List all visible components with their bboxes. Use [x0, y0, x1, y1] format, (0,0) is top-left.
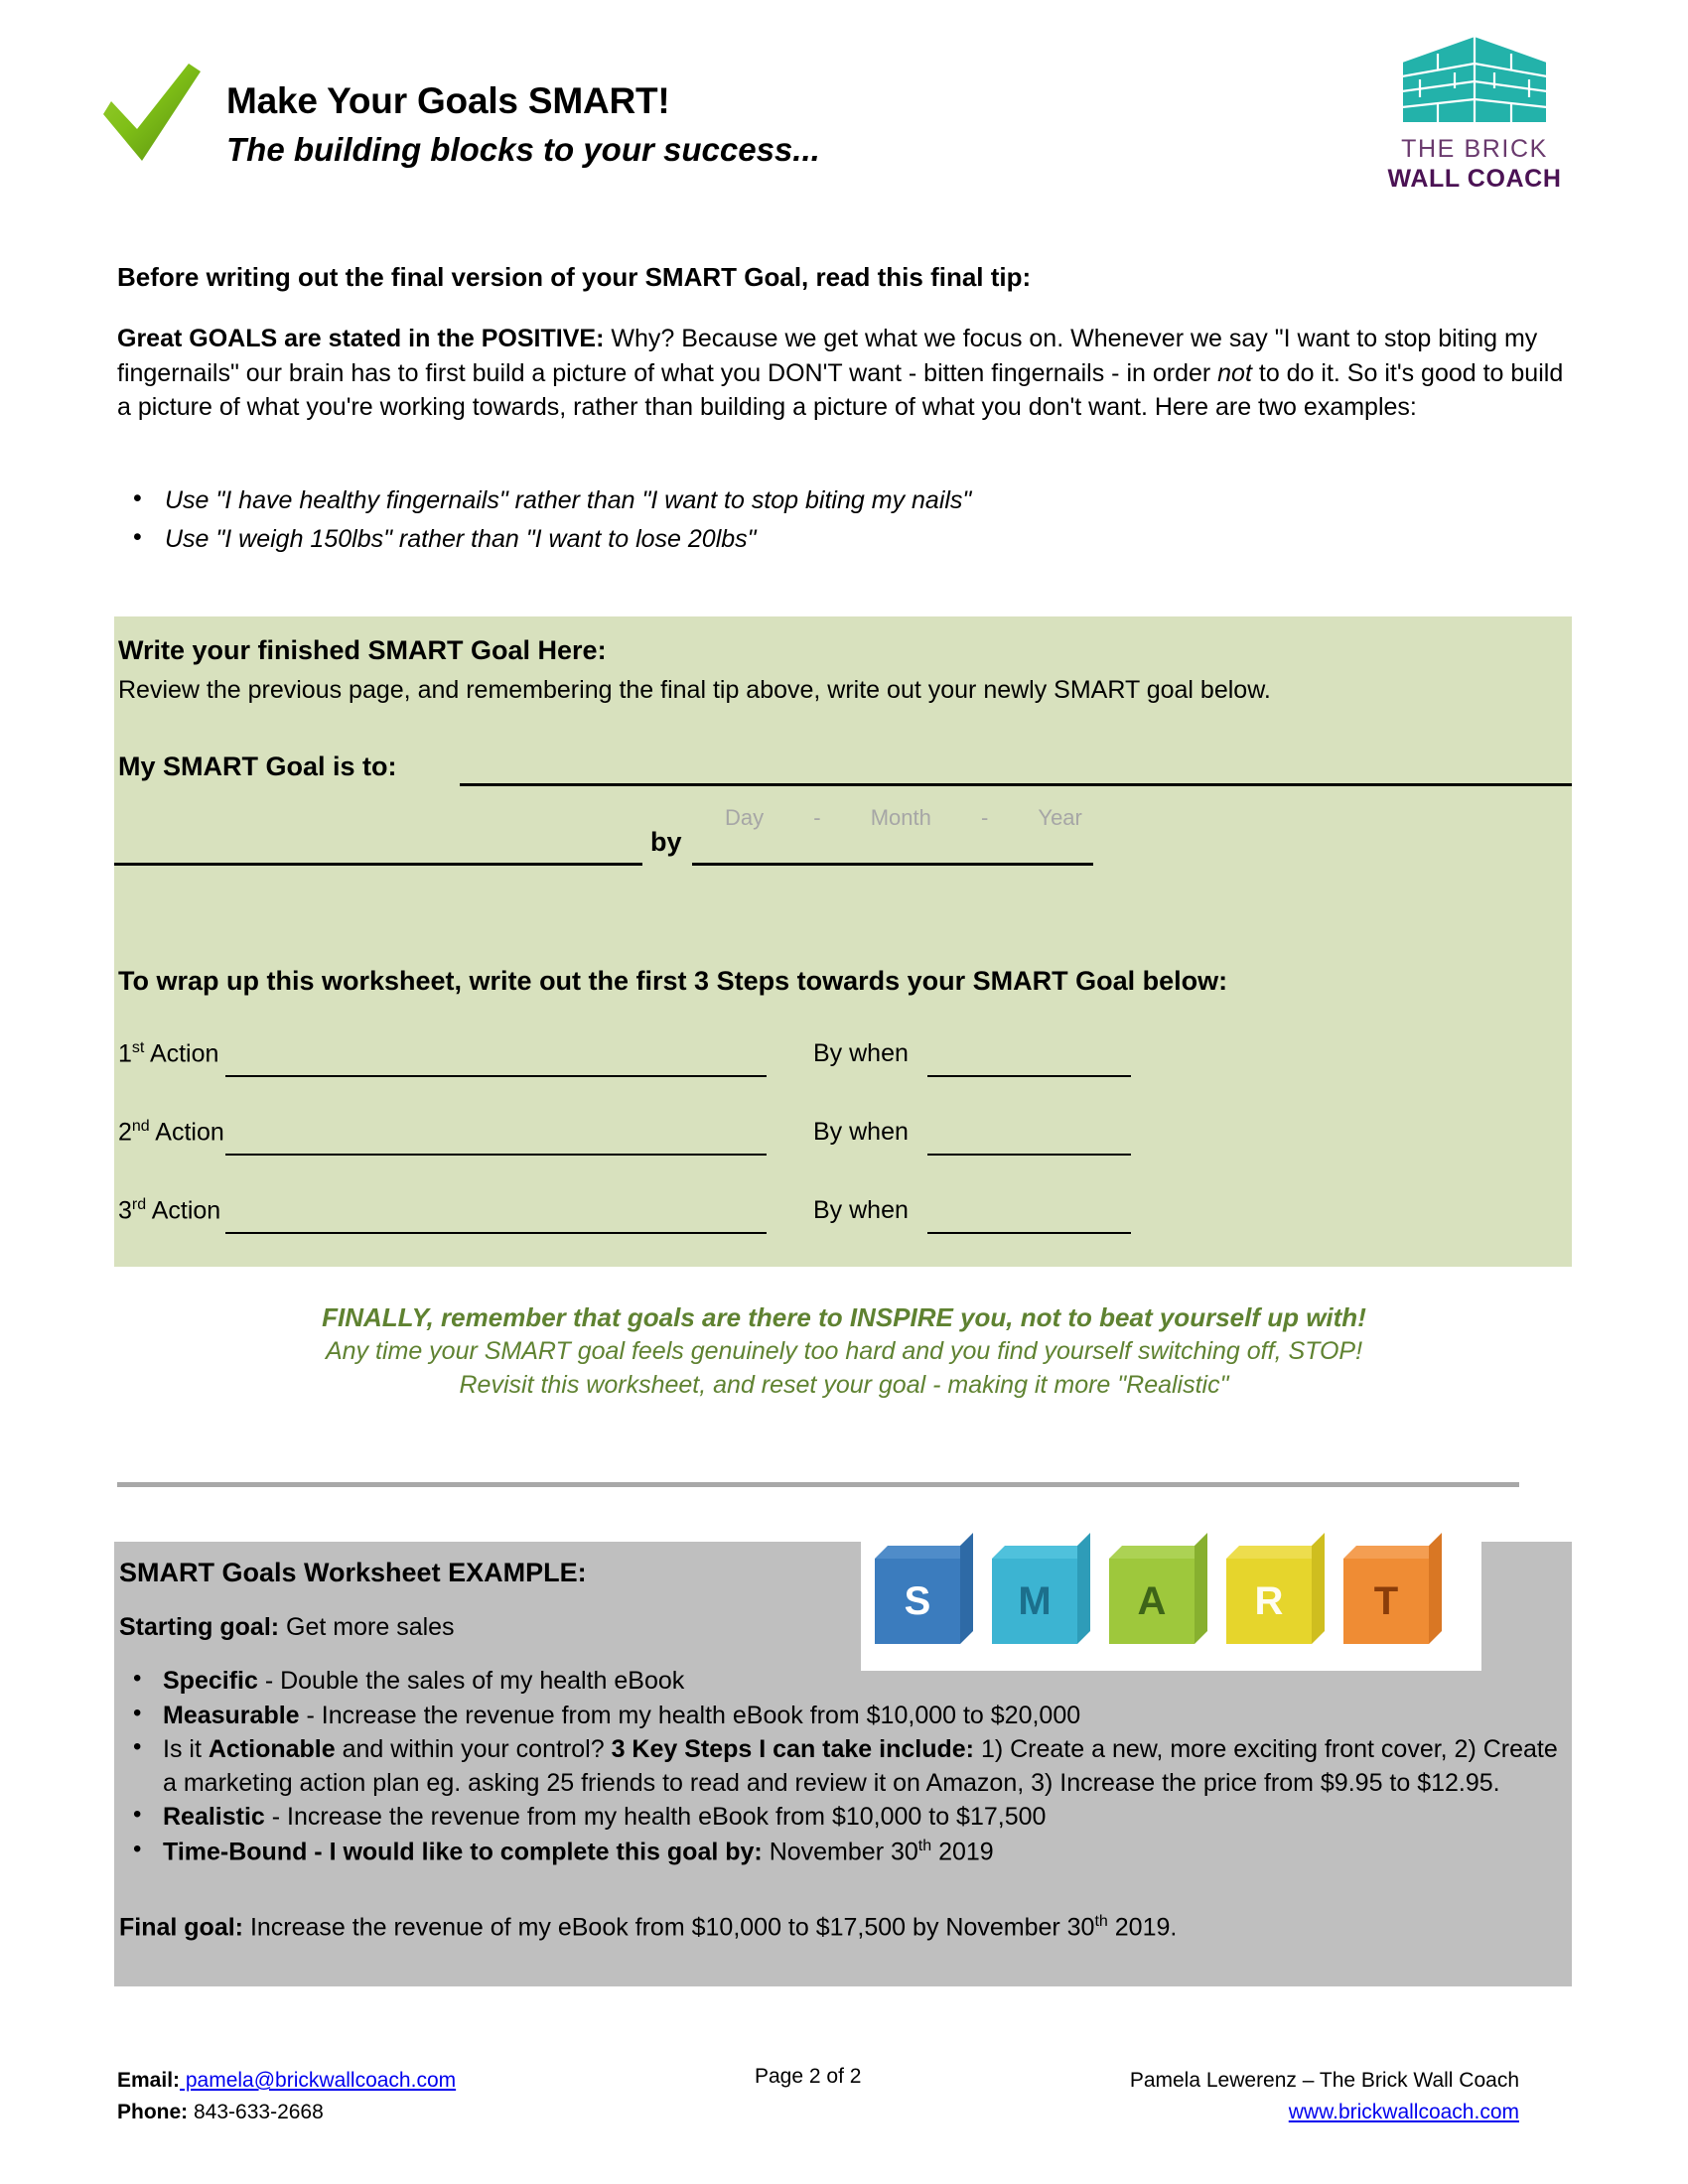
bullet-timebound-year: 2019: [931, 1837, 994, 1865]
footer-website-link[interactable]: www.brickwallcoach.com: [1288, 2100, 1519, 2123]
page-title: Make Your Goals SMART!: [226, 80, 670, 121]
bullet-realistic-label: Realistic: [163, 1803, 265, 1831]
smart-goal-input-line-1[interactable]: [460, 783, 1572, 786]
starting-goal-label: Starting goal:: [119, 1613, 280, 1641]
wrap-up-title: To wrap up this worksheet, write out the first 3 Steps towards your SMART Goal below:: [118, 966, 1228, 996]
action-1-number: 1: [118, 1039, 132, 1068]
action-row-2: [118, 1110, 1568, 1169]
footer-phone-row: [117, 2097, 456, 2128]
action-3-ordinal: rd: [131, 1196, 147, 1213]
footer-page-number: Page 2 of 2: [755, 2065, 862, 2088]
bullet-realistic-text: - Increase the revenue from my health eBook from $10,000 to $17,500: [264, 1803, 1047, 1831]
intro-italic-not: not: [1217, 358, 1252, 387]
green-box-subtitle: Review the previous page, and remembering the final tip above, write out your newly SMART goal below.: [118, 676, 1271, 704]
list-item: [119, 1801, 1565, 1835]
list-item: [119, 1665, 1565, 1699]
footer-phone-value: 843-633-2668: [188, 2100, 324, 2123]
bullet-measurable-text: - Increase the revenue from my health eBook from $10,000 to $20,000: [299, 1701, 1081, 1729]
bullet-timebound-label: Time-Bound - I would like to complete this goal by:: [163, 1837, 763, 1865]
action-2-bywhen-input-line[interactable]: [927, 1154, 1131, 1156]
action-3-label: [118, 1196, 220, 1225]
smart-block-a-top: [1109, 1546, 1207, 1559]
smart-block-t: [1343, 1559, 1429, 1644]
action-3-word: Action: [151, 1196, 221, 1225]
intro-text-part1: Why? Because we get what we focus on. Whenever we say "I want to stop biting my fingernails" our brain has to first build a picture of what you DON'T want - bitten fingernails - in order: [117, 325, 1538, 387]
intro-heading: Before writing out the final version of your SMART Goal, read this final tip:: [117, 262, 1032, 292]
bullet-key-steps-label: 3 Key Steps I can take include:: [611, 1735, 974, 1763]
date-hint-row: [700, 805, 1107, 831]
date-hint-sep-1: -: [813, 805, 821, 830]
intro-text-part2: to do it. So it's good to build a picture of what you're working towards, rather than building a picture of what you don't want. Here are two examples:: [117, 358, 1564, 421]
action-2-ordinal: nd: [131, 1118, 150, 1135]
action-1-label: [118, 1039, 218, 1068]
bullet-specific-text: - Double the sales of my health eBook: [257, 1667, 685, 1695]
starting-goal-value: Get more sales: [279, 1613, 455, 1641]
footer-email-row: [117, 2065, 456, 2097]
example-panel: [114, 1542, 1572, 1986]
bullet-actionable-mid: and within your control?: [335, 1735, 612, 1763]
section-divider: [117, 1482, 1519, 1487]
intro-paragraph: [117, 322, 1575, 425]
intro-examples-list: [117, 482, 1507, 559]
action-2-label: [118, 1118, 224, 1147]
bullet-icon: •: [133, 1733, 142, 1760]
page-header: [0, 0, 1688, 199]
smart-block-r-side: [1312, 1533, 1325, 1644]
page-footer: [0, 2065, 1688, 2164]
date-hint-sep-2: -: [980, 805, 989, 830]
action-1-input-line[interactable]: [225, 1075, 767, 1077]
bullet-icon: •: [133, 1665, 142, 1692]
smart-block-r-top: [1226, 1546, 1325, 1559]
green-check-icon: [97, 58, 207, 167]
header-titles: [226, 81, 820, 169]
action-row-1: [118, 1031, 1568, 1091]
action-3-bywhen-input-line[interactable]: [927, 1232, 1131, 1234]
by-label: by: [650, 827, 682, 857]
starting-goal-line: [119, 1613, 455, 1642]
smart-block-r-letter: R: [1254, 1578, 1284, 1623]
smart-goal-input-line-2[interactable]: [114, 863, 642, 866]
action-2-number: 2: [118, 1118, 132, 1147]
action-3-input-line[interactable]: [225, 1232, 767, 1234]
action-1-bywhen-label: By when: [813, 1039, 909, 1067]
list-item: [119, 1700, 1565, 1733]
smart-block-s-letter: S: [904, 1578, 931, 1623]
bullet-actionable-text: 1) Create a new, more exciting front cover, 2) Create a marketing action plan eg. asking 25 friends to read and review it on Amazon, 3) Increase the price from $9.95 to $12.95.: [163, 1735, 1558, 1797]
bullet-icon: •: [133, 1801, 142, 1828]
brand-logo: [1382, 32, 1567, 194]
bullet-icon: •: [133, 484, 142, 512]
smart-block-t-top: [1343, 1546, 1442, 1559]
bullet-icon: •: [133, 1699, 142, 1726]
list-item: [119, 1733, 1565, 1800]
action-2-input-line[interactable]: [225, 1154, 767, 1156]
list-item: [117, 482, 1507, 520]
footer-email-link[interactable]: pamela@brickwallcoach.com: [180, 2069, 457, 2092]
brick-wall-icon: [1400, 32, 1549, 131]
bullet-timebound-text: November 30: [762, 1837, 918, 1865]
smart-block-s-top: [875, 1546, 973, 1559]
final-goal-ordinal: th: [1094, 1913, 1108, 1930]
smart-block-s: [875, 1559, 960, 1644]
action-1-ordinal: st: [131, 1039, 145, 1056]
action-1-word: Action: [149, 1039, 219, 1068]
action-3-number: 3: [118, 1196, 132, 1225]
logo-line-the-brick: THE BRICK: [1401, 135, 1548, 163]
smart-block-m-side: [1077, 1533, 1090, 1644]
action-2-word: Action: [155, 1118, 224, 1147]
date-hint-day: Day: [725, 805, 765, 830]
list-item: [119, 1836, 1565, 1869]
smart-block-a-side: [1195, 1533, 1207, 1644]
final-goal-text: Increase the revenue of my eBook from $10,000 to $17,500 by November 30: [243, 1913, 1095, 1942]
logo-line-wall-coach: WALL COACH: [1387, 165, 1562, 193]
smart-goal-form-panel: [114, 616, 1572, 1267]
footer-contact: [117, 2065, 456, 2127]
bullet-icon: •: [133, 522, 142, 551]
smart-block-m-top: [992, 1546, 1090, 1559]
page-subtitle: The building blocks to your success...: [226, 130, 820, 168]
smart-block-a: [1109, 1559, 1195, 1644]
example-text: Use "I have healthy fingernails" rather than "I want to stop biting my nails": [165, 486, 972, 514]
bullet-measurable-label: Measurable: [163, 1701, 300, 1729]
action-row-3: [118, 1188, 1568, 1248]
footer-phone-label: Phone:: [117, 2100, 189, 2123]
inspire-line-3: Revisit this worksheet, and reset your goal - making it more "Realistic": [459, 1370, 1229, 1399]
example-text: Use "I weigh 150lbs" rather than "I want to lose 20lbs": [165, 524, 757, 553]
bullet-actionable-pre: Is it: [163, 1735, 209, 1763]
example-title: SMART Goals Worksheet EXAMPLE:: [119, 1558, 587, 1587]
action-3-bywhen-label: By when: [813, 1196, 909, 1224]
footer-email-label: Email:: [117, 2069, 181, 2092]
bullet-icon: •: [133, 1835, 142, 1862]
list-item: [117, 521, 1507, 559]
smart-blocks-graphic: [861, 1532, 1481, 1671]
example-bullets-list: [119, 1665, 1565, 1869]
date-hint-year: Year: [1038, 805, 1082, 830]
footer-author-block: [1082, 2065, 1519, 2127]
final-goal-line: [119, 1913, 1565, 1942]
footer-author: Pamela Lewerenz – The Brick Wall Coach: [1129, 2069, 1519, 2092]
my-smart-goal-label: My SMART Goal is to:: [118, 751, 397, 781]
bullet-actionable-label: Actionable: [208, 1735, 336, 1763]
inspire-line-1: FINALLY, remember that goals are there to INSPIRE you, not to beat yourself up with!: [322, 1302, 1366, 1332]
smart-block-t-side: [1429, 1533, 1442, 1644]
green-box-title: Write your finished SMART Goal Here:: [118, 635, 607, 665]
final-goal-year: 2019.: [1107, 1913, 1178, 1942]
smart-block-m: [992, 1559, 1077, 1644]
inspire-note: [0, 1300, 1688, 1403]
smart-block-m-letter: M: [1018, 1578, 1052, 1623]
bullet-specific-label: Specific: [163, 1667, 258, 1695]
smart-block-t-letter: T: [1373, 1578, 1399, 1623]
final-goal-label: Final goal:: [119, 1913, 243, 1942]
action-2-bywhen-label: By when: [813, 1118, 909, 1146]
target-date-input-line[interactable]: [692, 863, 1093, 866]
smart-block-s-side: [960, 1533, 973, 1644]
date-hint-month: Month: [870, 805, 931, 830]
smart-block-a-letter: A: [1137, 1578, 1167, 1623]
intro-lead: Great GOALS are stated in the POSITIVE:: [117, 325, 605, 352]
action-1-bywhen-input-line[interactable]: [927, 1075, 1131, 1077]
inspire-line-2: Any time your SMART goal feels genuinely too hard and you find yourself switching off, STOP!: [325, 1337, 1363, 1366]
smart-block-r: [1226, 1559, 1312, 1644]
bullet-timebound-ordinal: th: [917, 1837, 932, 1854]
